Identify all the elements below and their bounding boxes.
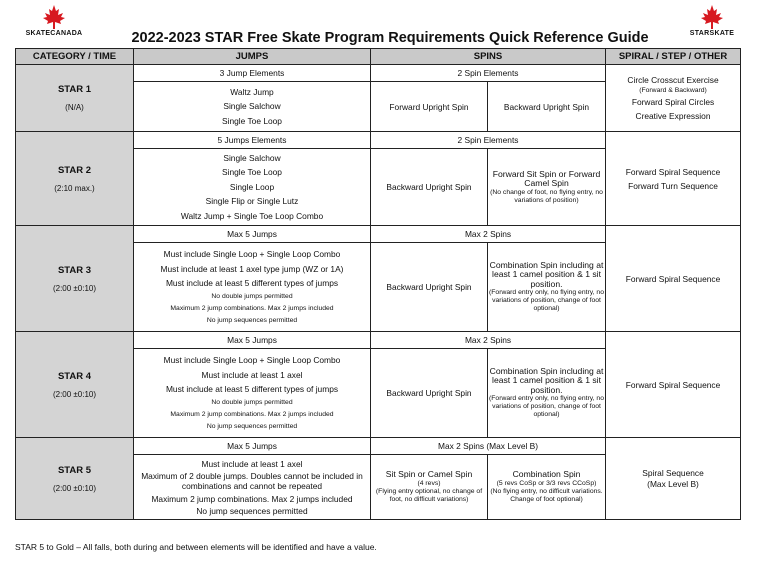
other-item: Forward Spiral Sequence bbox=[625, 273, 721, 284]
time-label: (N/A) bbox=[65, 103, 84, 112]
star5-spins-head: Max 2 Spins (Max Level B) bbox=[371, 438, 606, 455]
other-item: Forward Turn Sequence bbox=[628, 180, 718, 191]
other-item: Forward Spiral Sequence bbox=[625, 166, 721, 177]
star1-spin-b: Backward Upright Spin bbox=[488, 82, 606, 132]
star4-spin-b bbox=[488, 349, 606, 438]
maple-leaf-icon bbox=[41, 4, 67, 30]
star2-category bbox=[16, 132, 134, 226]
star2-other bbox=[606, 132, 741, 226]
other-item: Forward Spiral Circles bbox=[631, 97, 715, 107]
jump-item: Maximum 2 jump combinations. Max 2 jumps included bbox=[151, 493, 353, 504]
other-note: (Forward & Backward) bbox=[639, 87, 707, 94]
spin-note: (Forward entry only, no flying entry, no variations of position, change of foot optional) bbox=[489, 289, 604, 313]
star4-spin-a: Backward Upright Spin bbox=[371, 349, 488, 438]
maple-leaf-icon bbox=[699, 4, 725, 30]
spin-title: Sit Spin or Camel Spin bbox=[385, 469, 473, 480]
other-item: Creative Expression bbox=[635, 111, 711, 121]
header-row bbox=[16, 49, 741, 65]
jump-rule: Maximum 2 jump combinations. Max 2 jumps included bbox=[170, 304, 334, 312]
spin-sub: (4 revs) bbox=[417, 479, 441, 487]
jump-item: Must include at least 1 axel bbox=[201, 458, 303, 469]
spin-title: Combination Spin including at least 1 camel position & 1 sit position. bbox=[489, 365, 604, 395]
star3-subhead-row bbox=[16, 226, 741, 243]
spin-title: Forward Sit Spin or Forward Camel Spin bbox=[492, 168, 601, 188]
star2-spin-b bbox=[488, 149, 606, 226]
star4-jumps-head: Max 5 Jumps bbox=[134, 332, 371, 349]
star1-other bbox=[606, 65, 741, 132]
star5-other bbox=[606, 438, 741, 520]
time-label: (2:10 max.) bbox=[54, 183, 95, 193]
jump-item: Single Toe Loop bbox=[222, 115, 282, 126]
jump-item: Must include at least 1 axel type jump (WZ or 1A) bbox=[160, 263, 344, 274]
header-category: CATEGORY / TIME bbox=[16, 49, 134, 65]
jump-item: Single Salchow bbox=[223, 101, 281, 112]
star5-spin-a bbox=[371, 455, 488, 520]
star5-category bbox=[16, 438, 134, 520]
star3-jumps-head: Max 5 Jumps bbox=[134, 226, 371, 243]
star2-jumps bbox=[134, 149, 371, 226]
starskate-logo bbox=[672, 4, 752, 38]
star1-spin-a: Forward Upright Spin bbox=[371, 82, 488, 132]
star4-spins-head: Max 2 Spins bbox=[371, 332, 606, 349]
star3-category bbox=[16, 226, 134, 332]
star1-jumps bbox=[134, 82, 371, 132]
spin-note: (No flying entry, no difficult variations. Change of foot optional) bbox=[490, 487, 603, 503]
star3-other bbox=[606, 226, 741, 332]
star4-subhead-row bbox=[16, 332, 741, 349]
other-item: Forward Spiral Sequence bbox=[625, 379, 721, 390]
star2-spin-a: Backward Upright Spin bbox=[371, 149, 488, 226]
spin-note: (Flying entry optional, no change of foot, no difficult variations) bbox=[375, 487, 483, 503]
jump-item: Must include Single Loop + Single Loop Combo bbox=[163, 249, 341, 260]
jump-rule: Maximum 2 jump combinations. Max 2 jumps included bbox=[170, 410, 334, 418]
star2-subhead-row bbox=[16, 132, 741, 149]
other-note: (Max Level B) bbox=[647, 478, 699, 489]
star3-jumps bbox=[134, 243, 371, 332]
star-label: STAR 3 bbox=[57, 264, 92, 276]
star1-subhead-row bbox=[16, 65, 741, 82]
jump-item: Must include Single Loop + Single Loop Combo bbox=[163, 355, 341, 366]
logo-right-text: STARSKATE bbox=[689, 30, 735, 37]
spin-sub: (5 revs CoSp or 3/3 revs CCoSp) bbox=[496, 479, 597, 487]
header-other: SPIRAL / STEP / OTHER bbox=[606, 49, 741, 65]
star4-jumps bbox=[134, 349, 371, 438]
star-label: STAR 1 bbox=[57, 84, 92, 95]
jump-item: Waltz Jump + Single Toe Loop Combo bbox=[180, 210, 324, 221]
logo-left-text: SKATECANADA bbox=[25, 30, 83, 37]
spin-title: Combination Spin including at least 1 camel position & 1 sit position. bbox=[489, 259, 604, 289]
star4-category bbox=[16, 332, 134, 438]
jump-item: Single Loop bbox=[229, 181, 275, 192]
star1-category bbox=[16, 65, 134, 132]
spin-note: (Forward entry only, no flying entry, no variations of position, change of foot optional) bbox=[489, 395, 604, 419]
skate-canada-logo bbox=[14, 4, 94, 38]
star-label: STAR 4 bbox=[57, 370, 92, 382]
spin-title: Combination Spin bbox=[512, 469, 581, 480]
time-label: (2:00 ±0:10) bbox=[52, 483, 97, 493]
header-jumps: JUMPS bbox=[134, 49, 371, 65]
star-label: STAR 2 bbox=[57, 164, 92, 176]
jump-item: Single Toe Loop bbox=[222, 167, 282, 178]
jump-item: Single Salchow bbox=[223, 152, 281, 163]
star4-other bbox=[606, 332, 741, 438]
jump-rule: No double jumps permitted bbox=[211, 398, 293, 406]
star5-jumps-head: Max 5 Jumps bbox=[134, 438, 371, 455]
jump-rule: No double jumps permitted bbox=[211, 292, 293, 300]
header-spins: SPINS bbox=[371, 49, 606, 65]
jump-item: Single Flip or Single Lutz bbox=[205, 196, 299, 207]
footer-note: STAR 5 to Gold – All falls, both during and between elements will be identified and have a value. bbox=[15, 542, 377, 552]
page-title: 2022-2023 STAR Free Skate Program Requirements Quick Reference Guide bbox=[131, 30, 649, 46]
star5-subhead-row bbox=[16, 438, 741, 455]
other-item: Circle Crosscut Exercise bbox=[627, 75, 719, 85]
jump-item: Must include at least 5 different types of jumps bbox=[165, 278, 339, 289]
jump-item: No jump sequences permitted bbox=[196, 505, 308, 516]
star3-spin-a: Backward Upright Spin bbox=[371, 243, 488, 332]
jump-rule: No jump sequences permitted bbox=[206, 316, 298, 324]
star-label: STAR 5 bbox=[57, 464, 92, 476]
jump-rule: No jump sequences permitted bbox=[206, 422, 298, 430]
time-label: (2:00 ±0:10) bbox=[52, 283, 97, 293]
star3-spin-b bbox=[488, 243, 606, 332]
jump-item: Must include at least 5 different types of jumps bbox=[165, 384, 339, 395]
jump-item: Waltz Jump bbox=[230, 86, 274, 97]
star2-jumps-head: 5 Jumps Elements bbox=[134, 132, 371, 149]
jump-item: Maximum of 2 double jumps. Doubles cannot be included in combinations and cannot be repeated bbox=[141, 470, 363, 491]
other-item: Spiral Sequence bbox=[642, 467, 704, 478]
requirements-table bbox=[15, 48, 741, 520]
star1-jumps-head: 3 Jump Elements bbox=[134, 65, 371, 82]
star2-spins-head: 2 Spin Elements bbox=[371, 132, 606, 149]
time-label: (2:00 ±0:10) bbox=[52, 389, 97, 399]
jump-item: Must include at least 1 axel bbox=[201, 369, 303, 380]
star1-spins-head: 2 Spin Elements bbox=[371, 65, 606, 82]
spin-note: (No change of foot, no flying entry, no variations of position) bbox=[490, 188, 603, 204]
star5-jumps bbox=[134, 455, 371, 520]
star5-spin-b bbox=[488, 455, 606, 520]
star3-spins-head: Max 2 Spins bbox=[371, 226, 606, 243]
